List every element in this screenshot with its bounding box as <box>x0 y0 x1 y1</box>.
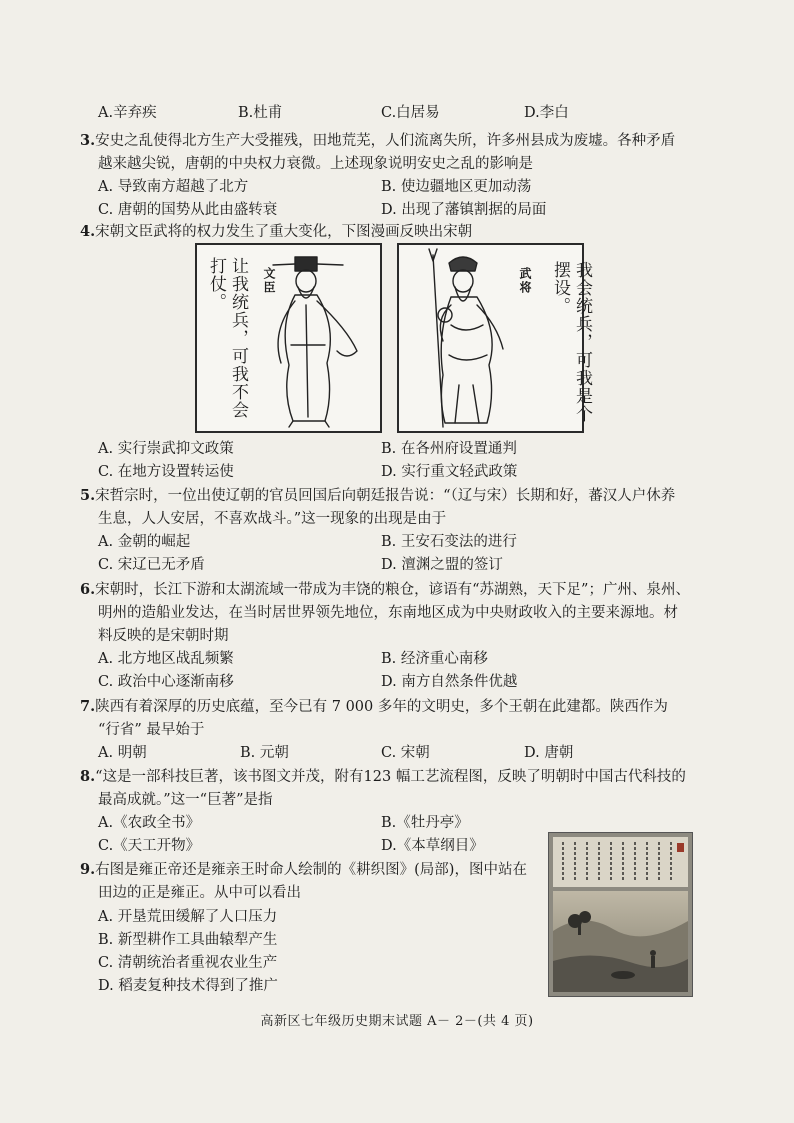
q4-option-b: B. 在各州府设置通判 <box>381 441 517 457</box>
q8-option-c: C.《天工开物》 <box>98 838 201 854</box>
q5-option-c: C. 宋辽已无矛盾 <box>98 557 205 573</box>
q6-number: 6. <box>80 581 96 598</box>
military-general-label: 武将 <box>518 267 532 295</box>
q6-option-a: A. 北方地区战乱频繁 <box>98 651 234 667</box>
military-general-speech: 我会统兵，可我是个摆设。 <box>550 261 592 423</box>
q8-option-a: A.《农政全书》 <box>98 815 201 831</box>
q2-option-a: A.辛弃疾 <box>98 105 157 121</box>
civil-official-label: 文臣 <box>262 267 276 295</box>
q9-number: 9. <box>80 861 96 878</box>
q7-option-c: C. 宋朝 <box>381 745 430 761</box>
painting-calligraphy-area <box>553 837 688 887</box>
q4-number: 4. <box>80 223 96 240</box>
q8-line-1: 8.“这是一部科技巨著，该书图文并茂，附有123 幅工艺流程图，反映了明朝时中国古代科技的 <box>80 768 686 785</box>
q3-option-a: A. 导致南方超越了北方 <box>98 179 249 195</box>
q5-number: 5. <box>80 487 96 504</box>
q9-option-b: B. 新型耕作工具曲辕犁产生 <box>98 932 278 948</box>
q9-option-d: D. 稻麦复种技术得到了推广 <box>98 978 278 994</box>
q5-line-1: 5.宋哲宗时，一位出使辽朝的官员回国后向朝廷报告说：“（辽与宋）长期和好，蕃汉人户休养 <box>80 487 676 504</box>
q4-option-a: A. 实行崇武抑文政策 <box>98 441 234 457</box>
q8-number: 8. <box>80 768 96 785</box>
q3-option-b: B. 使边疆地区更加动荡 <box>381 179 532 195</box>
q6-line-1: 6.宋朝时，长江下游和太湖流域一带成为丰饶的粮仓，谚语有“苏湖熟，天下足”；广州、泉州、 <box>80 581 690 598</box>
q7-number: 7. <box>80 698 96 715</box>
q2-option-b: B.杜甫 <box>238 105 283 121</box>
gengzhitu-painting-image <box>548 832 693 997</box>
q3-line-1: 3.安史之乱使得北方生产大受摧残，田地荒芜，人们流离失所，许多州县成为废墟。各种矛盾 <box>80 132 676 149</box>
q6-line-2: 明州的造船业发达，在当时居世界领先地位，东南地区成为中央财政收入的主要来源地。材 <box>98 605 678 621</box>
q3-option-c: C. 唐朝的国势从此由盛转衰 <box>98 202 278 218</box>
q5-option-d: D. 澶渊之盟的签订 <box>381 557 503 573</box>
q6-line-3: 料反映的是宋朝时期 <box>98 628 229 644</box>
q5-line-2: 生息，人人安居，不喜欢战斗。”这一现象的出现是由于 <box>98 511 447 527</box>
q6-option-b: B. 经济重心南移 <box>381 651 488 667</box>
q4-option-c: C. 在地方设置转运使 <box>98 464 234 480</box>
q8-option-b: B.《牡丹亭》 <box>381 815 469 831</box>
q5-option-a: A. 金朝的崛起 <box>98 534 191 550</box>
q3-line-2: 越来越尖锐，唐朝的中央权力衰微。上述现象说明安史之乱的影响是 <box>98 156 533 172</box>
q4-option-d: D. 实行重文轻武政策 <box>381 464 518 480</box>
q4-line-1: 4.宋朝文臣武将的权力发生了重大变化，下图漫画反映出宋朝 <box>80 223 473 240</box>
painting-landscape-icon <box>553 891 688 992</box>
q2-option-c: C.白居易 <box>381 105 440 121</box>
q9-option-c: C. 清朝统治者重视农业生产 <box>98 955 278 971</box>
civil-official-speech: 让我统兵，可我不会打仗。 <box>206 257 248 419</box>
q9-option-a: A. 开垦荒田缓解了人口压力 <box>98 909 278 925</box>
q7-option-a: A. 明朝 <box>98 745 147 761</box>
q8-option-d: D.《本草纲目》 <box>381 838 484 854</box>
page-footer: 高新区七年级历史期末试题 A－ 2－(共 4 页) <box>260 1014 534 1029</box>
q9-line-2: 田边的正是雍正。从中可以看出 <box>98 885 301 901</box>
q2-option-d: D.李白 <box>524 105 569 121</box>
q6-option-c: C. 政治中心逐渐南移 <box>98 674 234 690</box>
q7-line-2: “行省” 最早始于 <box>98 722 205 738</box>
military-general-figure-icon <box>399 245 582 431</box>
painting-landscape-area <box>553 891 688 992</box>
q8-line-2: 最高成就。”这一“巨著”是指 <box>98 792 273 808</box>
q6-option-d: D. 南方自然条件优越 <box>381 674 518 690</box>
q7-line-1: 7.陕西有着深厚的历史底蕴，至今已有 7 000 多年的文明史，多个王朝在此建都。陕西作为 <box>80 698 668 715</box>
q5-option-b: B. 王安石变法的进行 <box>381 534 517 550</box>
painting-calligraphy-icon <box>553 837 688 887</box>
q7-option-b: B. 元朝 <box>240 745 289 761</box>
q7-option-d: D. 唐朝 <box>524 745 574 761</box>
cartoon-military-general <box>397 243 592 433</box>
q3-option-d: D. 出现了藩镇割据的局面 <box>381 202 547 218</box>
civil-official-figure-icon <box>197 245 380 431</box>
cartoon-civil-official <box>195 243 382 433</box>
q3-number: 3. <box>80 132 96 149</box>
q9-line-1: 9.右图是雍正帝还是雍亲王时命人绘制的《耕织图》(局部)，图中站在 <box>80 861 527 878</box>
